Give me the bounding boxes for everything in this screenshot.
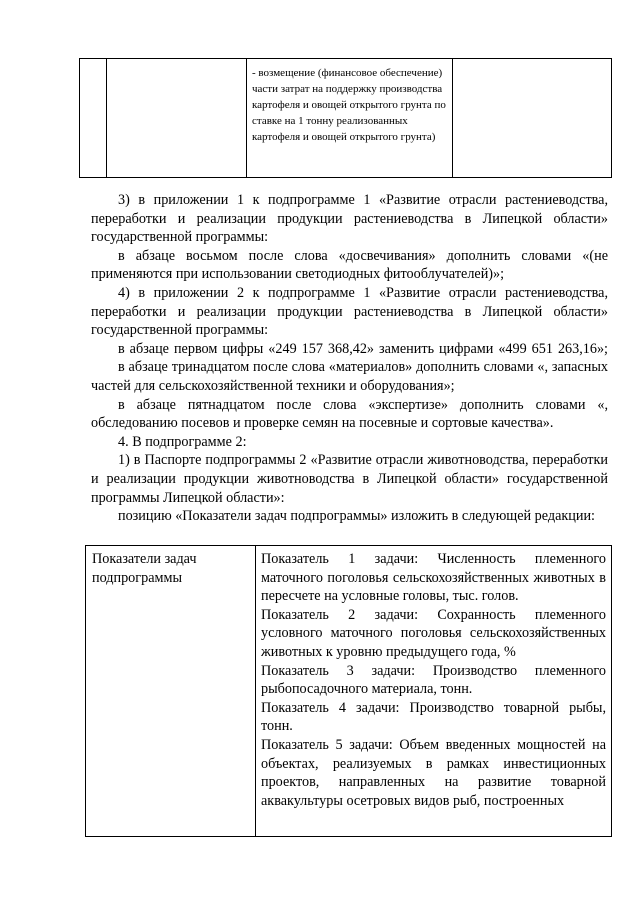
document-body bbox=[91, 191, 608, 526]
paragraph: в абзаце тринадцатом после слова «материалов» дополнить словами «, запасных частей для сельскохозяйственной техники и оборудования»; bbox=[91, 359, 608, 394]
table-cell bbox=[453, 59, 612, 178]
indicators-table bbox=[85, 545, 612, 837]
paragraph: в абзаце восьмом после слова «досвечивания» дополнить словами «(не применяются при использовании светодиодных фитооблучателей)»; bbox=[91, 247, 608, 283]
table-cell bbox=[107, 59, 247, 178]
indicator-item: Показатель 3 задачи: Производство племенного рыбопосадочного материала, тонн. bbox=[261, 662, 606, 698]
paragraph: в абзаце первом цифры «249 157 368,42» заменить цифрами «499 651 263,16»; bbox=[118, 340, 608, 357]
table-row bbox=[86, 546, 612, 837]
paragraph: 3) в приложении 1 к подпрограмме 1 «Развитие отрасли растениеводства, переработки и реализации продукции растениеводства в Липецкой области» государственной программы: bbox=[91, 192, 608, 246]
indicator-item: Показатель 5 задачи: Объем введенных мощностей на объектах, реализуемых в рамках инвестиционных проектов, направленных на развитие товарной аквакультуры осетровых видов рыб, построенных bbox=[261, 736, 606, 809]
paragraph: 4) в приложении 2 к подпрограмме 1 «Развитие отрасли растениеводства, переработки и реализации продукции растениеводства в Липецкой области» государственной программы: bbox=[91, 284, 608, 339]
paragraph: 1) в Паспорте подпрограммы 2 «Развитие отрасли животноводства, переработки и реализации продукции животноводства в Липецкой области» государственной программы Липецкой области»: bbox=[91, 452, 608, 506]
continuation-table bbox=[79, 58, 612, 178]
table-cell bbox=[247, 59, 453, 178]
indicator-item: Показатель 2 задачи: Сохранность племенного условного маточного поголовья сельскохозяйственных животных к уровню предыдущего года, % bbox=[261, 606, 606, 660]
table-cell bbox=[80, 59, 107, 178]
paragraph: позицию «Показатели задач подпрограммы» изложить в следующей редакции: bbox=[118, 508, 595, 525]
indicator-item: Показатель 1 задачи: Численность племенного маточного поголовья сельскохозяйственных животных в пересчете на условные головы, тыс. голов. bbox=[261, 551, 606, 605]
indicator-item: Показатель 4 задачи: Производство товарной рыбы, тонн. bbox=[261, 699, 606, 735]
indicators-cell bbox=[256, 546, 612, 837]
row-label: Показатели задач подпрограммы bbox=[86, 546, 256, 837]
table-row bbox=[80, 59, 612, 178]
paragraph: 4. В подпрограмме 2: bbox=[118, 433, 247, 450]
measure-description: - возмещение (финансовое обеспечение) части затрат на поддержку производства картофеля и овощей открытого грунта по ставке на 1 тонну реализованных картофеля и овощей открытого грунта) bbox=[252, 67, 446, 143]
paragraph: в абзаце пятнадцатом после слова «экспертизе» дополнить словами «, обследованию посевов и проверке семян на посевные и сортовые качества». bbox=[91, 396, 608, 432]
